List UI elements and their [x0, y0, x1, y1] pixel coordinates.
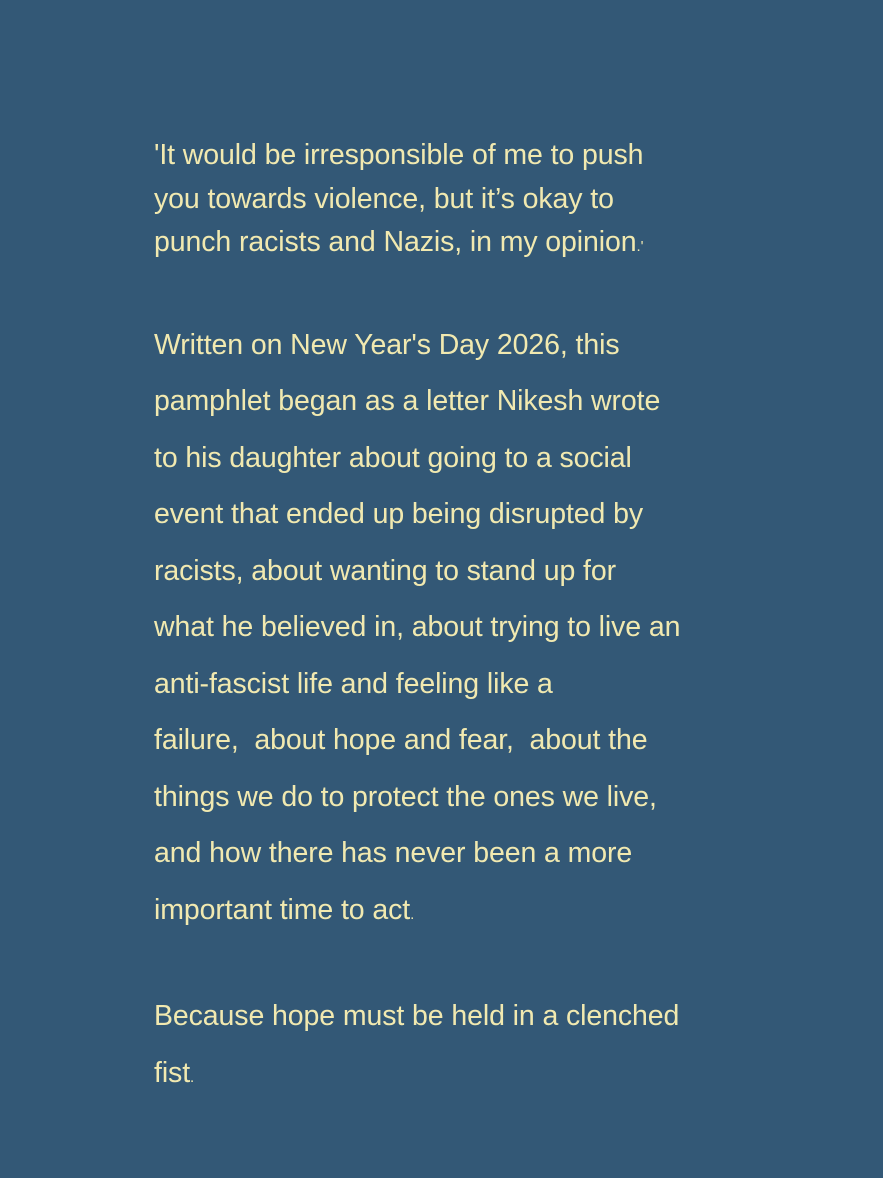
description-line: event that ended up being disrupted by	[154, 498, 643, 530]
quote-line: 'It would be irresponsible of me to push	[154, 139, 644, 171]
quote-line-text: punch racists and Nazis, in my opinion	[154, 226, 637, 258]
description-line: things we do to protect the ones we live,	[154, 780, 657, 813]
closing-line-text: fist	[154, 1056, 191, 1089]
description-end-mark: .	[410, 905, 415, 923]
description-line: racists, about wanting to stand up for	[154, 554, 616, 587]
description-line-text: important time to act	[154, 893, 411, 926]
closing-line: Because hope must be held in a clenched	[154, 1000, 680, 1032]
blurb-text	[154, 134, 754, 1106]
closing-end-mark: .	[190, 1068, 195, 1086]
description-line: anti-fascist life and feeling like a	[154, 667, 553, 700]
closing-statement	[154, 988, 754, 1106]
description-line: pamphlet began as a letter Nikesh wrote	[154, 385, 661, 417]
description-line: Written on New Year's Day 2026, this	[154, 328, 620, 361]
quote-line: you towards violence, but it’s okay to	[154, 182, 614, 215]
description-line	[154, 882, 754, 944]
description-line: and how there has never been a more	[154, 837, 633, 869]
closing-line	[154, 1045, 754, 1107]
quote-line	[154, 221, 754, 269]
description-line: failure, about hope and fear, about the	[154, 724, 648, 756]
pull-quote	[154, 134, 754, 269]
quote-end-mark: .'	[636, 238, 644, 255]
description-paragraph	[154, 317, 754, 944]
description-line: to his daughter about going to a social	[154, 441, 632, 474]
description-line: what he believed in, about trying to live an	[154, 611, 681, 643]
